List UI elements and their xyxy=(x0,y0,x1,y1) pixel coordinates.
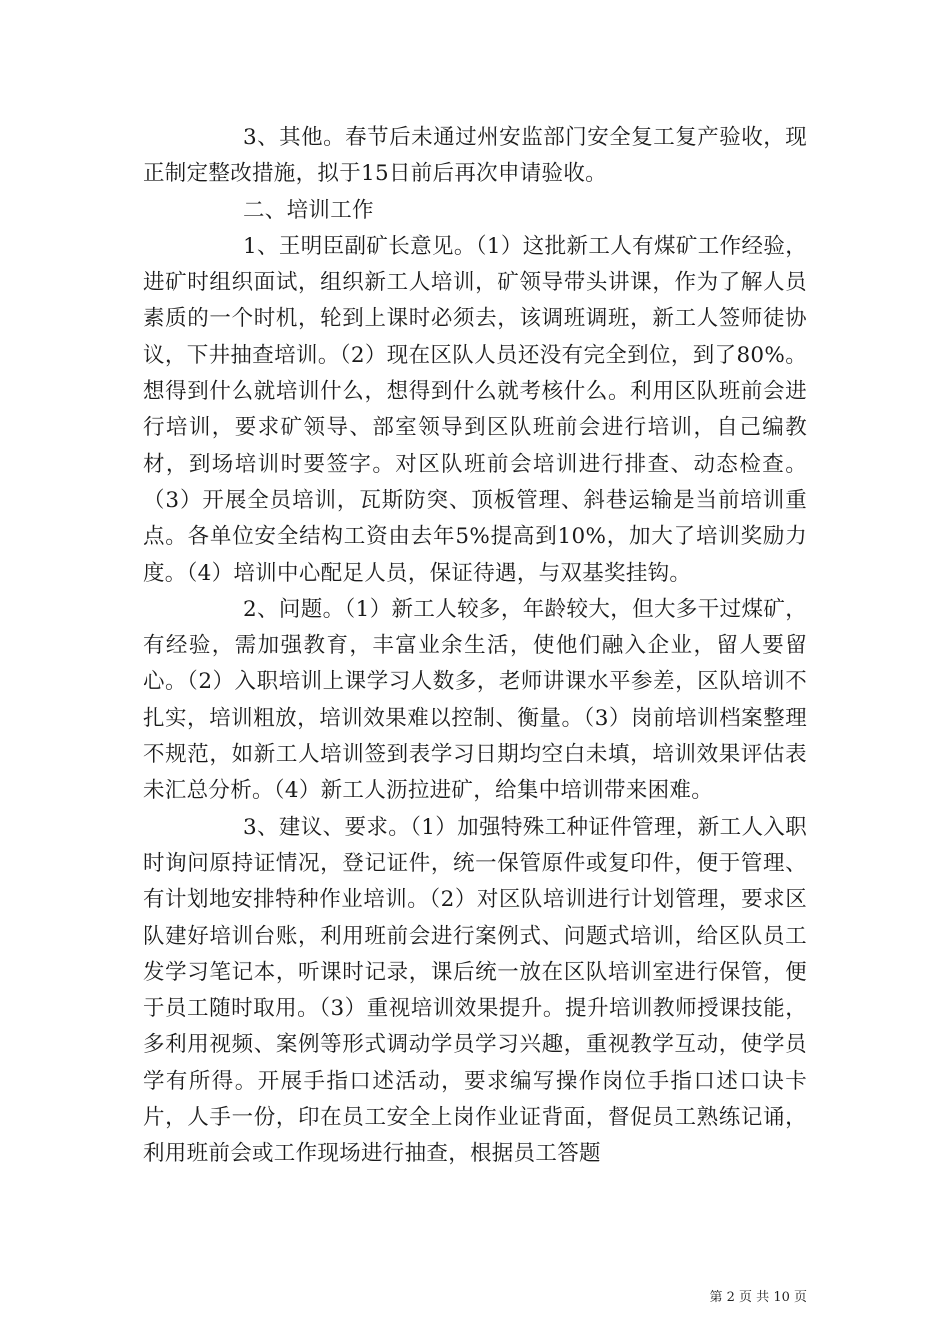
page-number-footer: 第 2 页 共 10 页 xyxy=(709,1290,807,1305)
section-heading-training: 二、培训工作 xyxy=(243,197,374,223)
paragraph-suggestions: 3、建议、要求。（1）加强特殊工种证件管理，新工人入职时询问原持证情况，登记证件，统一保管原件或复印件，便于管理、有计划地安排特种作业培训。（2）对区队培训进行计划管理，要求区队建好培训台账，利用班前会进行案例式、问题式培训，给区队员工发学习笔记本，听课时记录，课后统一放在区队培训室进行保管，便于员工随时取用。（3）重视培训效果提升。提升培训教师授课技能，多利用视频、案例等形式调动学员学习兴趣，重视教学互动，使学员学有所得。开展手指口述活动，要求编写操作岗位手指口述口诀卡片，人手一份，印在员工安全上岗作业证背面，督促员工熟练记诵，利用班前会或工作现场进行抽查，根据员工答题 xyxy=(143,814,807,1167)
document-body xyxy=(143,120,807,1173)
paragraph-other-items: 3、其他。春节后未通过州安监部门安全复工复产验收，现正制定整改措施，拟于15日前后再次申请验收。 xyxy=(143,125,807,187)
paragraph-deputy-opinion: 1、王明臣副矿长意见。（1）这批新工人有煤矿工作经验，进矿时组织面试，组织新工人培训，矿领导带头讲课，作为了解人员素质的一个时机，轮到上课时必须去，该调班调班，新工人签师徒协议，下井抽查培训。（2）现在区队人员还没有完全到位，到了80%。想得到什么就培训什么，想得到什么就考核什么。利用区队班前会进行培训，要求矿领导、部室领导到区队班前会进行培训，自己编教材，到场培训时要签字。对区队班前会培训进行排查、动态检查。（3）开展全员培训，瓦斯防突、顶板管理、斜巷运输是当前培训重点。各单位安全结构工资由去年5%提高到10%，加大了培训奖励力度。（4）培训中心配足人员，保证待遇，与双基奖挂钩。 xyxy=(143,233,807,586)
paragraph-problems: 2、问题。（1）新工人较多，年龄较大，但大多干过煤矿，有经验，需加强教育，丰富业余生活，使他们融入企业，留人要留心。（2）入职培训上课学习人数多，老师讲课水平参差，区队培训不扎实，培训粗放，培训效果难以控制、衡量。（3）岗前培训档案整理不规范，如新工人培训签到表学习日期均空白未填，培训效果评估表未汇总分析。（4）新工人沥拉进矿，给集中培训带来困难。 xyxy=(143,596,807,804)
